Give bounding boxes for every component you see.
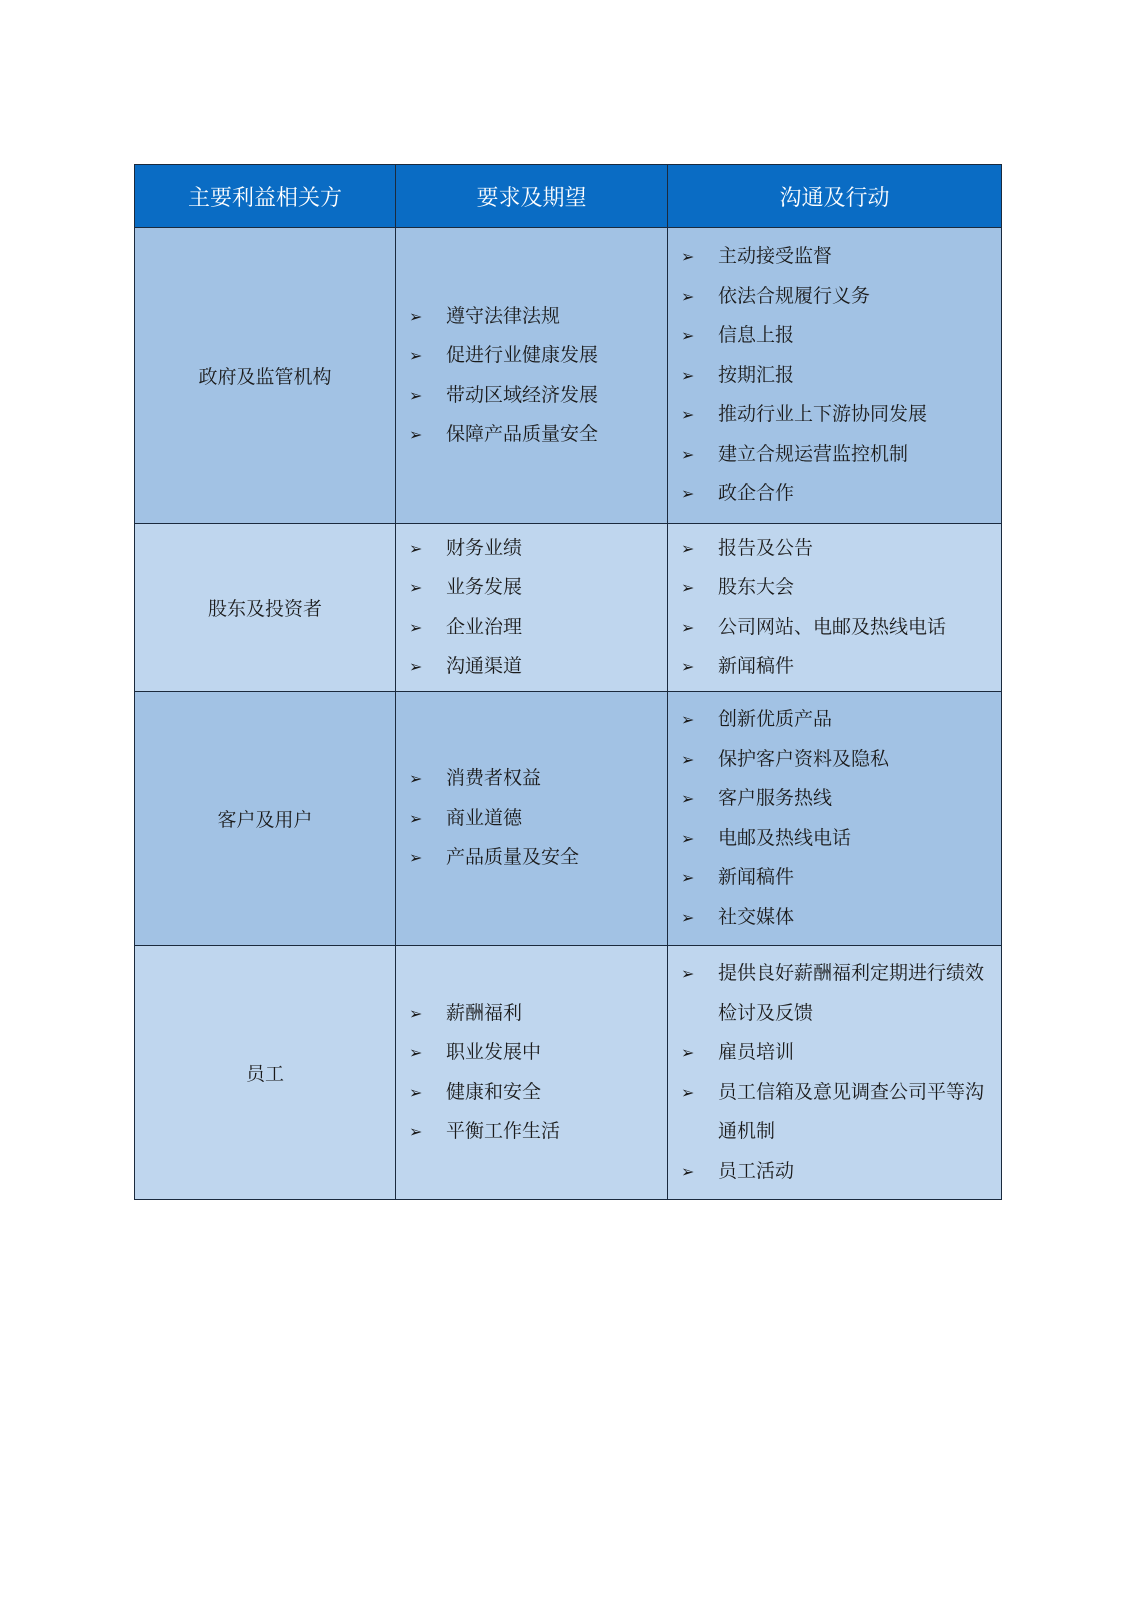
list-item-text: 遵守法律法规: [446, 304, 561, 327]
arrow-bullet-icon: ➢: [409, 848, 423, 868]
list-item-text: 企业治理: [446, 615, 523, 638]
arrow-bullet-icon: ➢: [409, 385, 423, 405]
list-item: [668, 608, 1001, 648]
actions-cell: [668, 946, 1002, 1200]
arrow-bullet-icon: ➢: [681, 710, 695, 729]
arrow-bullet-icon: ➢: [681, 964, 695, 983]
arrow-bullet-icon: ➢: [409, 306, 423, 326]
list-item: [668, 740, 1001, 780]
expectations-cell: [396, 946, 668, 1200]
arrow-bullet-icon: ➢: [681, 1043, 695, 1062]
expectations-list: [396, 529, 667, 687]
arrow-bullet-icon: ➢: [409, 1082, 423, 1102]
list-item-text: 促进行业健康发展: [446, 344, 599, 366]
list-item-text: 财务业绩: [446, 536, 523, 559]
arrow-bullet-icon: ➢: [409, 578, 423, 597]
list-item: [668, 395, 1001, 435]
list-item-text: 依法合规履行义务: [718, 284, 871, 307]
list-item: [668, 568, 1001, 608]
list-item: [668, 779, 1001, 819]
list-item-text: 员工活动: [718, 1159, 795, 1182]
list-item: [396, 336, 667, 376]
list-item-text: 健康和安全: [446, 1080, 542, 1103]
header-expectations: 要求及期望: [396, 165, 668, 228]
list-item-text: 商业道德: [446, 806, 523, 829]
arrow-bullet-icon: ➢: [681, 247, 695, 267]
arrow-bullet-icon: ➢: [681, 538, 695, 558]
list-item: [668, 898, 1001, 938]
list-item: [668, 435, 1001, 475]
list-item-text: 保护客户资料及隐私: [718, 747, 890, 770]
arrow-bullet-icon: ➢: [409, 1043, 423, 1062]
list-item-text: 新闻稿件: [718, 866, 795, 888]
arrow-bullet-icon: ➢: [681, 749, 695, 769]
expectations-list: [396, 994, 667, 1152]
arrow-bullet-icon: ➢: [409, 769, 423, 789]
list-item-text: 业务发展: [446, 576, 523, 598]
list-item-text: 客户服务热线: [718, 787, 833, 809]
list-item-text: 薪酬福利: [446, 1001, 523, 1024]
stakeholder-name: 股东及投资者: [135, 524, 396, 692]
list-item: [396, 1112, 667, 1152]
arrow-bullet-icon: ➢: [409, 425, 423, 444]
list-item: [668, 858, 1001, 898]
table-row: [135, 228, 1002, 524]
list-item-text: 按期汇报: [718, 363, 795, 386]
list-item-text: 政企合作: [718, 482, 795, 505]
arrow-bullet-icon: ➢: [681, 907, 695, 927]
arrow-bullet-icon: ➢: [681, 828, 695, 848]
table-header-row: [135, 165, 1002, 228]
arrow-bullet-icon: ➢: [681, 326, 695, 346]
list-item-text: 新闻稿件: [718, 655, 795, 677]
list-item-text: 沟通渠道: [446, 655, 523, 677]
arrow-bullet-icon: ➢: [681, 365, 695, 385]
actions-cell: [668, 228, 1002, 524]
list-item-text: 信息上报: [718, 324, 795, 347]
table-row: [135, 524, 1002, 692]
table-row: [135, 946, 1002, 1200]
list-item: [396, 1033, 667, 1073]
arrow-bullet-icon: ➢: [409, 346, 423, 365]
list-item: [668, 647, 1001, 687]
arrow-bullet-icon: ➢: [681, 657, 695, 676]
actions-cell: [668, 524, 1002, 692]
header-actions: 沟通及行动: [668, 165, 1002, 228]
arrow-bullet-icon: ➢: [409, 808, 423, 828]
list-item-text: 报告及公告: [718, 536, 814, 559]
list-item: [396, 297, 667, 337]
list-item: [396, 647, 667, 687]
list-item-text: 雇员培训: [718, 1041, 795, 1063]
arrow-bullet-icon: ➢: [681, 444, 695, 464]
arrow-bullet-icon: ➢: [681, 617, 695, 637]
expectations-cell: [396, 692, 668, 946]
expectations-cell: [396, 524, 668, 692]
arrow-bullet-icon: ➢: [409, 657, 423, 676]
list-item-text: 员工信箱及意见调查公司平等沟通机制: [718, 1080, 985, 1142]
arrow-bullet-icon: ➢: [681, 578, 695, 597]
list-item-text: 公司网站、电邮及热线电话: [718, 615, 947, 638]
arrow-bullet-icon: ➢: [409, 1122, 423, 1141]
list-item-text: 股东大会: [718, 576, 795, 598]
arrow-bullet-icon: ➢: [409, 617, 423, 637]
list-item-text: 推动行业上下游协同发展: [718, 403, 928, 426]
list-item: [668, 1033, 1001, 1073]
list-item-text: 建立合规运营监控机制: [718, 442, 909, 465]
list-item-text: 平衡工作生活: [446, 1120, 561, 1142]
list-item: [668, 474, 1001, 514]
list-item-text: 主动接受监督: [718, 245, 833, 268]
expectations-list: [396, 297, 667, 455]
list-item-text: 带动区域经济发展: [446, 383, 599, 406]
header-stakeholder: 主要利益相关方: [135, 165, 396, 228]
list-item: [668, 529, 1001, 569]
arrow-bullet-icon: ➢: [681, 1082, 695, 1102]
list-item: [668, 316, 1001, 356]
list-item: [396, 568, 667, 608]
arrow-bullet-icon: ➢: [681, 868, 695, 887]
list-item-text: 创新优质产品: [718, 708, 833, 730]
arrow-bullet-icon: ➢: [409, 1003, 423, 1023]
arrow-bullet-icon: ➢: [681, 484, 695, 504]
list-item-text: 电邮及热线电话: [718, 826, 852, 849]
list-item: [396, 759, 667, 799]
expectations-list: [396, 759, 667, 878]
list-item: [396, 376, 667, 416]
arrow-bullet-icon: ➢: [681, 286, 695, 306]
stakeholder-name: 员工: [135, 946, 396, 1200]
list-item: [396, 1073, 667, 1113]
stakeholder-table: [134, 164, 1002, 1200]
list-item: [396, 799, 667, 839]
actions-cell: [668, 692, 1002, 946]
list-item: [668, 700, 1001, 740]
list-item: [396, 838, 667, 878]
list-item: [668, 356, 1001, 396]
expectations-cell: [396, 228, 668, 524]
arrow-bullet-icon: ➢: [409, 538, 423, 558]
list-item: [668, 1152, 1001, 1192]
table-row: [135, 692, 1002, 946]
stakeholder-name: 政府及监管机构: [135, 228, 396, 524]
list-item-text: 社交媒体: [718, 905, 795, 928]
actions-list: [668, 700, 1001, 937]
actions-list: [668, 237, 1001, 514]
list-item: [668, 237, 1001, 277]
actions-list: [668, 954, 1001, 1191]
actions-list: [668, 529, 1001, 687]
list-item: [668, 277, 1001, 317]
list-item: [396, 608, 667, 648]
list-item: [668, 819, 1001, 859]
list-item-text: 保障产品质量安全: [446, 423, 599, 445]
arrow-bullet-icon: ➢: [681, 405, 695, 425]
list-item-text: 提供良好薪酬福利定期进行绩效检讨及反馈: [718, 962, 985, 1024]
stakeholder-name: 客户及用户: [135, 692, 396, 946]
list-item-text: 产品质量及安全: [446, 846, 580, 869]
list-item: [668, 1073, 1001, 1152]
list-item: [396, 529, 667, 569]
list-item-text: 职业发展中: [446, 1041, 542, 1063]
list-item: [668, 954, 1001, 1033]
list-item: [396, 994, 667, 1034]
list-item-text: 消费者权益: [446, 767, 542, 790]
list-item: [396, 415, 667, 455]
arrow-bullet-icon: ➢: [681, 789, 695, 808]
arrow-bullet-icon: ➢: [681, 1161, 695, 1181]
